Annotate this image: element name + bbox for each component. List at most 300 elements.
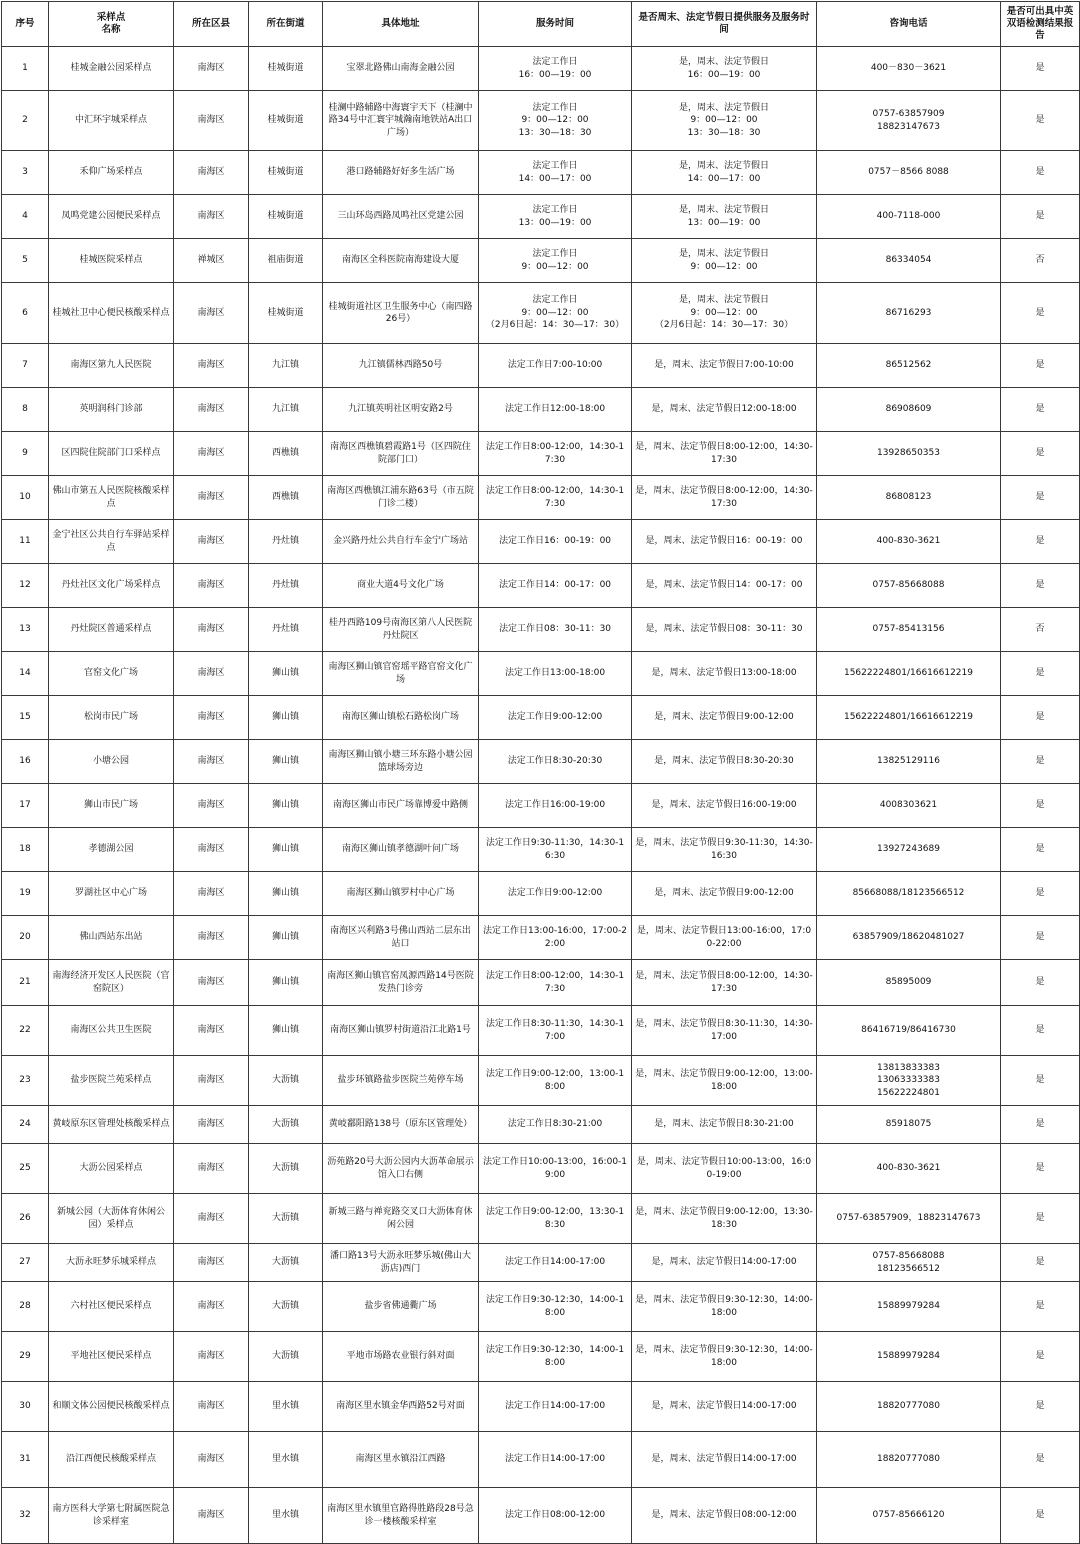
cell-weekend: 是，周末、法定节假日9:00-12:00，13:00-18:00 (632, 1056, 817, 1106)
table-row (2, 1106, 1080, 1144)
table-body (2, 47, 1080, 1544)
cell-weekend: 是，周末、法定节假日10:00-13:00，16:00-19:00 (632, 1144, 817, 1194)
cell-street: 狮山镇 (249, 916, 323, 960)
sampling-sites-table (1, 1, 1080, 1544)
cell-report: 是 (1001, 1144, 1080, 1194)
cell-address: 商业大道4号文化广场 (323, 564, 479, 608)
cell-phone: 4008303621 (817, 784, 1001, 828)
cell-hours: 法定工作日 9：00—12：00 13：30—18：30 (479, 91, 632, 151)
cell-report: 是 (1001, 564, 1080, 608)
cell-address: 南海区狮山镇松石路松岗广场 (323, 696, 479, 740)
cell-street: 九江镇 (249, 344, 323, 388)
table-row (2, 916, 1080, 960)
cell-report: 是 (1001, 1194, 1080, 1244)
cell-no: 28 (2, 1282, 49, 1332)
cell-phone: 86512562 (817, 344, 1001, 388)
cell-phone: 15622224801/16616612219 (817, 696, 1001, 740)
cell-weekend: 是，周末、法定节假日13:00-18:00 (632, 652, 817, 696)
cell-report: 是 (1001, 1006, 1080, 1056)
cell-hours: 法定工作日14:00-17:00 (479, 1244, 632, 1282)
cell-hours: 法定工作日8:00-12:00，14:30-17:30 (479, 960, 632, 1006)
table-row (2, 1006, 1080, 1056)
cell-name: 金宁社区公共自行车驿站采样点 (49, 520, 174, 564)
cell-phone: 0757-85413156 (817, 608, 1001, 652)
cell-phone: 0757-85668088 (817, 564, 1001, 608)
cell-weekend: 是，周末、法定节假日 9：00—12：00 (632, 239, 817, 283)
cell-no: 25 (2, 1144, 49, 1194)
cell-address: 三山环岛西路凤鸣社区党建公园 (323, 195, 479, 239)
table-row (2, 432, 1080, 476)
cell-street: 祖庙街道 (249, 239, 323, 283)
cell-address: 南海区狮山镇官窑瑶平路官窑文化广场 (323, 652, 479, 696)
cell-no: 11 (2, 520, 49, 564)
cell-district: 禅城区 (174, 239, 249, 283)
cell-report: 是 (1001, 1382, 1080, 1432)
cell-report: 是 (1001, 195, 1080, 239)
cell-no: 19 (2, 872, 49, 916)
cell-street: 里水镇 (249, 1432, 323, 1488)
cell-report: 是 (1001, 1244, 1080, 1282)
cell-address: 南海区西樵镇江浦东路63号（市五院门诊二楼） (323, 476, 479, 520)
cell-report: 是 (1001, 828, 1080, 872)
cell-district: 南海区 (174, 1382, 249, 1432)
cell-street: 丹灶镇 (249, 608, 323, 652)
cell-street: 狮山镇 (249, 784, 323, 828)
cell-district: 南海区 (174, 916, 249, 960)
cell-no: 31 (2, 1432, 49, 1488)
cell-phone: 85895009 (817, 960, 1001, 1006)
cell-street: 丹灶镇 (249, 520, 323, 564)
cell-report: 是 (1001, 740, 1080, 784)
cell-weekend: 是，周末、法定节假日8:00-12:00，14:30-17:30 (632, 960, 817, 1006)
cell-no: 24 (2, 1106, 49, 1144)
cell-name: 丹灶社区文化广场采样点 (49, 564, 174, 608)
cell-no: 15 (2, 696, 49, 740)
cell-district: 南海区 (174, 872, 249, 916)
cell-district: 南海区 (174, 91, 249, 151)
cell-hours: 法定工作日14：00-17：00 (479, 564, 632, 608)
cell-name: 孝德湖公园 (49, 828, 174, 872)
cell-phone: 13928650353 (817, 432, 1001, 476)
cell-district: 南海区 (174, 520, 249, 564)
cell-address: 南海区里水镇沿江西路 (323, 1432, 479, 1488)
cell-district: 南海区 (174, 1332, 249, 1382)
cell-phone: 400-830-3621 (817, 520, 1001, 564)
cell-no: 14 (2, 652, 49, 696)
cell-street: 大沥镇 (249, 1194, 323, 1244)
cell-weekend: 是，周末、法定节假日8:30-21:00 (632, 1106, 817, 1144)
cell-report: 是 (1001, 916, 1080, 960)
table-row (2, 740, 1080, 784)
cell-report: 是 (1001, 1488, 1080, 1544)
cell-no: 6 (2, 283, 49, 344)
cell-name: 丹灶院区普通采样点 (49, 608, 174, 652)
cell-address: 黄岐鄱阳路138号（原东区管理处） (323, 1106, 479, 1144)
cell-hours: 法定工作日08:00-12:00 (479, 1488, 632, 1544)
table-row (2, 1382, 1080, 1432)
cell-weekend: 是，周末、法定节假日9:00-12:00 (632, 872, 817, 916)
cell-address: 盐步环镇路盐步医院兰苑停车场 (323, 1056, 479, 1106)
cell-district: 南海区 (174, 784, 249, 828)
cell-name: 南海区第九人民医院 (49, 344, 174, 388)
cell-address: 南海区里水镇里官路得胜路段28号急诊一楼核酸采样室 (323, 1488, 479, 1544)
cell-weekend: 是，周末、法定节假日 9：00—12：00 （2月6日起：14：30—17：30） (632, 283, 817, 344)
table-row (2, 652, 1080, 696)
cell-weekend: 是，周末、法定节假日 9：00—12：00 13：30—18：30 (632, 91, 817, 151)
cell-name: 狮山市民广场 (49, 784, 174, 828)
cell-no: 3 (2, 151, 49, 195)
cell-hours: 法定工作日9:00-12:00，13:30-18:30 (479, 1194, 632, 1244)
cell-name: 禾仰广场采样点 (49, 151, 174, 195)
cell-report: 是 (1001, 520, 1080, 564)
cell-weekend: 是，周末、法定节假日14:00-17:00 (632, 1432, 817, 1488)
cell-address: 九江镇儒林西路50号 (323, 344, 479, 388)
cell-report: 是 (1001, 283, 1080, 344)
cell-address: 南海区狮山镇孝德湖叶问广场 (323, 828, 479, 872)
cell-hours: 法定工作日14:00-17:00 (479, 1432, 632, 1488)
cell-street: 狮山镇 (249, 740, 323, 784)
cell-report: 是 (1001, 1432, 1080, 1488)
cell-name: 六村社区便民采样点 (49, 1282, 174, 1332)
cell-hours: 法定工作日8:00-12:00，14:30-17:30 (479, 432, 632, 476)
cell-district: 南海区 (174, 564, 249, 608)
table-row (2, 1282, 1080, 1332)
cell-district: 南海区 (174, 388, 249, 432)
cell-report: 是 (1001, 652, 1080, 696)
cell-street: 大沥镇 (249, 1056, 323, 1106)
cell-phone: 86334054 (817, 239, 1001, 283)
cell-weekend: 是，周末、法定节假日7:00-10:00 (632, 344, 817, 388)
table-row (2, 476, 1080, 520)
cell-name: 南海区公共卫生医院 (49, 1006, 174, 1056)
cell-district: 南海区 (174, 1488, 249, 1544)
cell-street: 狮山镇 (249, 696, 323, 740)
cell-no: 1 (2, 47, 49, 91)
cell-phone: 15889979284 (817, 1282, 1001, 1332)
cell-name: 桂城金融公园采样点 (49, 47, 174, 91)
cell-weekend: 是，周末、法定节假日8:00-12:00，14:30-17:30 (632, 476, 817, 520)
cell-weekend: 是，周末、法定节假日14：00-17：00 (632, 564, 817, 608)
cell-name: 南海经济开发区人民医院（官窑院区） (49, 960, 174, 1006)
cell-weekend: 是，周末、法定节假日14:00-17:00 (632, 1244, 817, 1282)
cell-phone: 86908609 (817, 388, 1001, 432)
cell-street: 桂城街道 (249, 283, 323, 344)
cell-weekend: 是，周末、法定节假日9:30-12:30，14:00-18:00 (632, 1282, 817, 1332)
cell-no: 26 (2, 1194, 49, 1244)
cell-street: 大沥镇 (249, 1106, 323, 1144)
table-row (2, 1432, 1080, 1488)
cell-address: 桂澜中路辅路中海寰宇天下（桂澜中路34号中汇寰宇城瀚南地铁站A出口广场） (323, 91, 479, 151)
cell-report: 是 (1001, 872, 1080, 916)
header-address: 具体地址 (323, 2, 479, 47)
cell-name: 佛山市第五人民医院核酸采样点 (49, 476, 174, 520)
cell-street: 狮山镇 (249, 872, 323, 916)
cell-name: 松岗市民广场 (49, 696, 174, 740)
cell-weekend: 是，周末、法定节假日08:00-12:00 (632, 1488, 817, 1544)
cell-street: 大沥镇 (249, 1244, 323, 1282)
cell-street: 狮山镇 (249, 828, 323, 872)
cell-weekend: 是，周末、法定节假日14:00-17:00 (632, 1382, 817, 1432)
cell-phone: 0757-85668088 18123566512 (817, 1244, 1001, 1282)
cell-no: 20 (2, 916, 49, 960)
cell-address: 南海区狮山镇小塘三环东路小塘公园篮球场旁边 (323, 740, 479, 784)
cell-no: 2 (2, 91, 49, 151)
table-row (2, 784, 1080, 828)
cell-address: 南海区里水镇金华西路52号对面 (323, 1382, 479, 1432)
cell-no: 29 (2, 1332, 49, 1382)
cell-street: 大沥镇 (249, 1282, 323, 1332)
cell-phone: 13825129116 (817, 740, 1001, 784)
header-no: 序号 (2, 2, 49, 47)
cell-weekend: 是，周末、法定节假日8:30-20:30 (632, 740, 817, 784)
cell-phone: 86716293 (817, 283, 1001, 344)
cell-district: 南海区 (174, 1006, 249, 1056)
cell-district: 南海区 (174, 432, 249, 476)
cell-hours: 法定工作日9:30-11:30，14:30-16:30 (479, 828, 632, 872)
cell-report: 是 (1001, 1056, 1080, 1106)
cell-address: 南海区全科医院南海建设大厦 (323, 239, 479, 283)
cell-report: 是 (1001, 1282, 1080, 1332)
cell-weekend: 是，周末、法定节假日9:30-11:30，14:30-16:30 (632, 828, 817, 872)
cell-hours: 法定工作日10:00-13:00，16:00-19:00 (479, 1144, 632, 1194)
cell-no: 23 (2, 1056, 49, 1106)
cell-district: 南海区 (174, 608, 249, 652)
cell-report: 是 (1001, 151, 1080, 195)
cell-no: 12 (2, 564, 49, 608)
header-report: 是否可出具中英双语检测结果报告 (1001, 2, 1080, 47)
cell-hours: 法定工作日7:00-10:00 (479, 344, 632, 388)
cell-hours: 法定工作日9:30-12:30，14:00-18:00 (479, 1282, 632, 1332)
cell-hours: 法定工作日9:30-12:30，14:00-18:00 (479, 1332, 632, 1382)
cell-name: 小塘公园 (49, 740, 174, 784)
cell-name: 平地社区便民采样点 (49, 1332, 174, 1382)
cell-phone: 85668088/18123566512 (817, 872, 1001, 916)
cell-address: 南海区狮山镇罗村街道沿江北路1号 (323, 1006, 479, 1056)
cell-street: 大沥镇 (249, 1332, 323, 1382)
cell-weekend: 是，周末、法定节假日8:30-11:30，14:30-17:00 (632, 1006, 817, 1056)
table-row (2, 696, 1080, 740)
cell-name: 凤鸣党建公园便民采样点 (49, 195, 174, 239)
cell-phone: 0757-63857909，18823147673 (817, 1194, 1001, 1244)
cell-hours: 法定工作日12:00-18:00 (479, 388, 632, 432)
cell-phone: 85918075 (817, 1106, 1001, 1144)
cell-no: 27 (2, 1244, 49, 1282)
cell-report: 是 (1001, 784, 1080, 828)
cell-hours: 法定工作日 14：00—17：00 (479, 151, 632, 195)
cell-hours: 法定工作日 13：00—19：00 (479, 195, 632, 239)
cell-hours: 法定工作日13:00-16:00，17:00-22:00 (479, 916, 632, 960)
cell-district: 南海区 (174, 1194, 249, 1244)
cell-address: 南海区狮山镇罗村中心广场 (323, 872, 479, 916)
cell-street: 里水镇 (249, 1382, 323, 1432)
cell-district: 南海区 (174, 1106, 249, 1144)
cell-weekend: 是，周末、法定节假日13:00-16:00，17:00-22:00 (632, 916, 817, 960)
cell-name: 官窑文化广场 (49, 652, 174, 696)
cell-street: 桂城街道 (249, 195, 323, 239)
cell-district: 南海区 (174, 1432, 249, 1488)
cell-report: 是 (1001, 476, 1080, 520)
cell-phone: 15889979284 (817, 1332, 1001, 1382)
cell-address: 沥苑路20号大沥公园内大沥革命展示馆入口右侧 (323, 1144, 479, 1194)
cell-report: 是 (1001, 432, 1080, 476)
cell-report: 否 (1001, 608, 1080, 652)
cell-district: 南海区 (174, 740, 249, 784)
cell-phone: 400－830－3621 (817, 47, 1001, 91)
cell-address: 南海区狮山镇官窑凤源西路14号医院发热门诊旁 (323, 960, 479, 1006)
cell-weekend: 是，周末、法定节假日16:00-19:00 (632, 784, 817, 828)
cell-report: 否 (1001, 239, 1080, 283)
cell-no: 22 (2, 1006, 49, 1056)
cell-district: 南海区 (174, 828, 249, 872)
cell-name: 沿江西便民核酸采样点 (49, 1432, 174, 1488)
cell-district: 南海区 (174, 476, 249, 520)
table-row (2, 388, 1080, 432)
cell-no: 5 (2, 239, 49, 283)
cell-name: 佛山西站东出站 (49, 916, 174, 960)
header-district: 所在区县 (174, 2, 249, 47)
cell-phone: 18820777080 (817, 1382, 1001, 1432)
table-row (2, 1488, 1080, 1544)
cell-phone: 13927243689 (817, 828, 1001, 872)
cell-address: 桂丹西路109号南海区第八人民医院丹灶院区 (323, 608, 479, 652)
header-row (2, 2, 1080, 47)
table-row (2, 1144, 1080, 1194)
cell-phone: 400-7118-000 (817, 195, 1001, 239)
cell-street: 桂城街道 (249, 47, 323, 91)
cell-street: 大沥镇 (249, 1144, 323, 1194)
cell-phone: 400-830-3621 (817, 1144, 1001, 1194)
cell-name: 和顺文体公园便民核酸采样点 (49, 1382, 174, 1432)
cell-report: 是 (1001, 47, 1080, 91)
cell-address: 平地市场路农业银行斜对面 (323, 1332, 479, 1382)
cell-address: 潘口路13号大沥永旺梦乐城(佛山大沥店)西门 (323, 1244, 479, 1282)
cell-district: 南海区 (174, 1056, 249, 1106)
cell-weekend: 是，周末、法定节假日08：30-11：30 (632, 608, 817, 652)
cell-weekend: 是，周末、法定节假日 13：00—19：00 (632, 195, 817, 239)
cell-report: 是 (1001, 388, 1080, 432)
cell-hours: 法定工作日 9：00—12：00 （2月6日起：14：30—17：30） (479, 283, 632, 344)
header-hours: 服务时间 (479, 2, 632, 47)
header-weekend: 是否周末、法定节假日提供服务及服务时间 (632, 2, 817, 47)
cell-street: 狮山镇 (249, 1006, 323, 1056)
cell-phone: 0757-85666120 (817, 1488, 1001, 1544)
cell-name: 南方医科大学第七附属医院急诊采样室 (49, 1488, 174, 1544)
cell-weekend: 是，周末、法定节假日9:00-12:00 (632, 696, 817, 740)
cell-name: 桂城社卫中心便民核酸采样点 (49, 283, 174, 344)
cell-street: 狮山镇 (249, 652, 323, 696)
cell-phone: 86808123 (817, 476, 1001, 520)
table-row (2, 195, 1080, 239)
cell-phone: 0757－8566 8088 (817, 151, 1001, 195)
cell-district: 南海区 (174, 652, 249, 696)
cell-hours: 法定工作日 16：00—19：00 (479, 47, 632, 91)
cell-district: 南海区 (174, 47, 249, 91)
cell-district: 南海区 (174, 1244, 249, 1282)
cell-street: 西樵镇 (249, 476, 323, 520)
table-row (2, 1244, 1080, 1282)
header-name: 采样点 名称 (49, 2, 174, 47)
cell-name: 黄岐原东区管理处核酸采样点 (49, 1106, 174, 1144)
cell-district: 南海区 (174, 283, 249, 344)
cell-hours: 法定工作日8:00-12:00，14:30-17:30 (479, 476, 632, 520)
cell-hours: 法定工作日 9：00—12：00 (479, 239, 632, 283)
cell-no: 17 (2, 784, 49, 828)
table-row (2, 564, 1080, 608)
cell-phone: 18820777080 (817, 1432, 1001, 1488)
table-row (2, 151, 1080, 195)
cell-hours: 法定工作日14:00-17:00 (479, 1382, 632, 1432)
cell-street: 狮山镇 (249, 960, 323, 1006)
cell-district: 南海区 (174, 195, 249, 239)
cell-district: 南海区 (174, 696, 249, 740)
cell-report: 是 (1001, 344, 1080, 388)
cell-address: 宝翠北路佛山南海金融公园 (323, 47, 479, 91)
cell-report: 是 (1001, 91, 1080, 151)
cell-address: 新城三路与禅兖路交叉口大沥体育休闲公园 (323, 1194, 479, 1244)
cell-phone: 13813833383 13063333383 15622224801 (817, 1056, 1001, 1106)
cell-phone: 15622224801/16616612219 (817, 652, 1001, 696)
cell-no: 10 (2, 476, 49, 520)
cell-hours: 法定工作日9:00-12:00，13:00-18:00 (479, 1056, 632, 1106)
cell-phone: 63857909/18620481027 (817, 916, 1001, 960)
cell-hours: 法定工作日16：00-19：00 (479, 520, 632, 564)
cell-address: 盐步省佛通衢广场 (323, 1282, 479, 1332)
cell-district: 南海区 (174, 1144, 249, 1194)
cell-street: 西樵镇 (249, 432, 323, 476)
cell-hours: 法定工作日16:00-19:00 (479, 784, 632, 828)
cell-hours: 法定工作日9:00-12:00 (479, 696, 632, 740)
table-row (2, 344, 1080, 388)
cell-no: 13 (2, 608, 49, 652)
cell-hours: 法定工作日8:30-20:30 (479, 740, 632, 784)
table-row (2, 283, 1080, 344)
cell-no: 8 (2, 388, 49, 432)
cell-district: 南海区 (174, 960, 249, 1006)
cell-no: 21 (2, 960, 49, 1006)
cell-report: 是 (1001, 960, 1080, 1006)
cell-name: 区四院住院部门口采样点 (49, 432, 174, 476)
cell-report: 是 (1001, 1332, 1080, 1382)
cell-street: 桂城街道 (249, 91, 323, 151)
table-row (2, 960, 1080, 1006)
cell-name: 英明润科门诊部 (49, 388, 174, 432)
cell-district: 南海区 (174, 344, 249, 388)
cell-no: 18 (2, 828, 49, 872)
cell-weekend: 是，周末、法定节假日9:30-12:30，14:00-18:00 (632, 1332, 817, 1382)
cell-no: 9 (2, 432, 49, 476)
cell-address: 桂城街道社区卫生服务中心（南四路26号） (323, 283, 479, 344)
table-row (2, 1056, 1080, 1106)
cell-phone: 0757-63857909 18823147673 (817, 91, 1001, 151)
cell-name: 大沥永旺梦乐城采样点 (49, 1244, 174, 1282)
cell-no: 16 (2, 740, 49, 784)
cell-hours: 法定工作日8:30-21:00 (479, 1106, 632, 1144)
cell-hours: 法定工作日9:00-12:00 (479, 872, 632, 916)
cell-street: 桂城街道 (249, 151, 323, 195)
table-row (2, 239, 1080, 283)
cell-street: 丹灶镇 (249, 564, 323, 608)
cell-weekend: 是，周末、法定节假日16：00-19：00 (632, 520, 817, 564)
cell-no: 32 (2, 1488, 49, 1544)
cell-name: 盐步医院兰苑采样点 (49, 1056, 174, 1106)
cell-phone: 86416719/86416730 (817, 1006, 1001, 1056)
table-row (2, 47, 1080, 91)
cell-address: 港口路辅路好好多生活广场 (323, 151, 479, 195)
cell-weekend: 是，周末、法定节假日 14：00—17：00 (632, 151, 817, 195)
cell-report: 是 (1001, 1106, 1080, 1144)
cell-hours: 法定工作日13:00-18:00 (479, 652, 632, 696)
cell-address: 南海区兴利路3号佛山西站二层东出站口 (323, 916, 479, 960)
